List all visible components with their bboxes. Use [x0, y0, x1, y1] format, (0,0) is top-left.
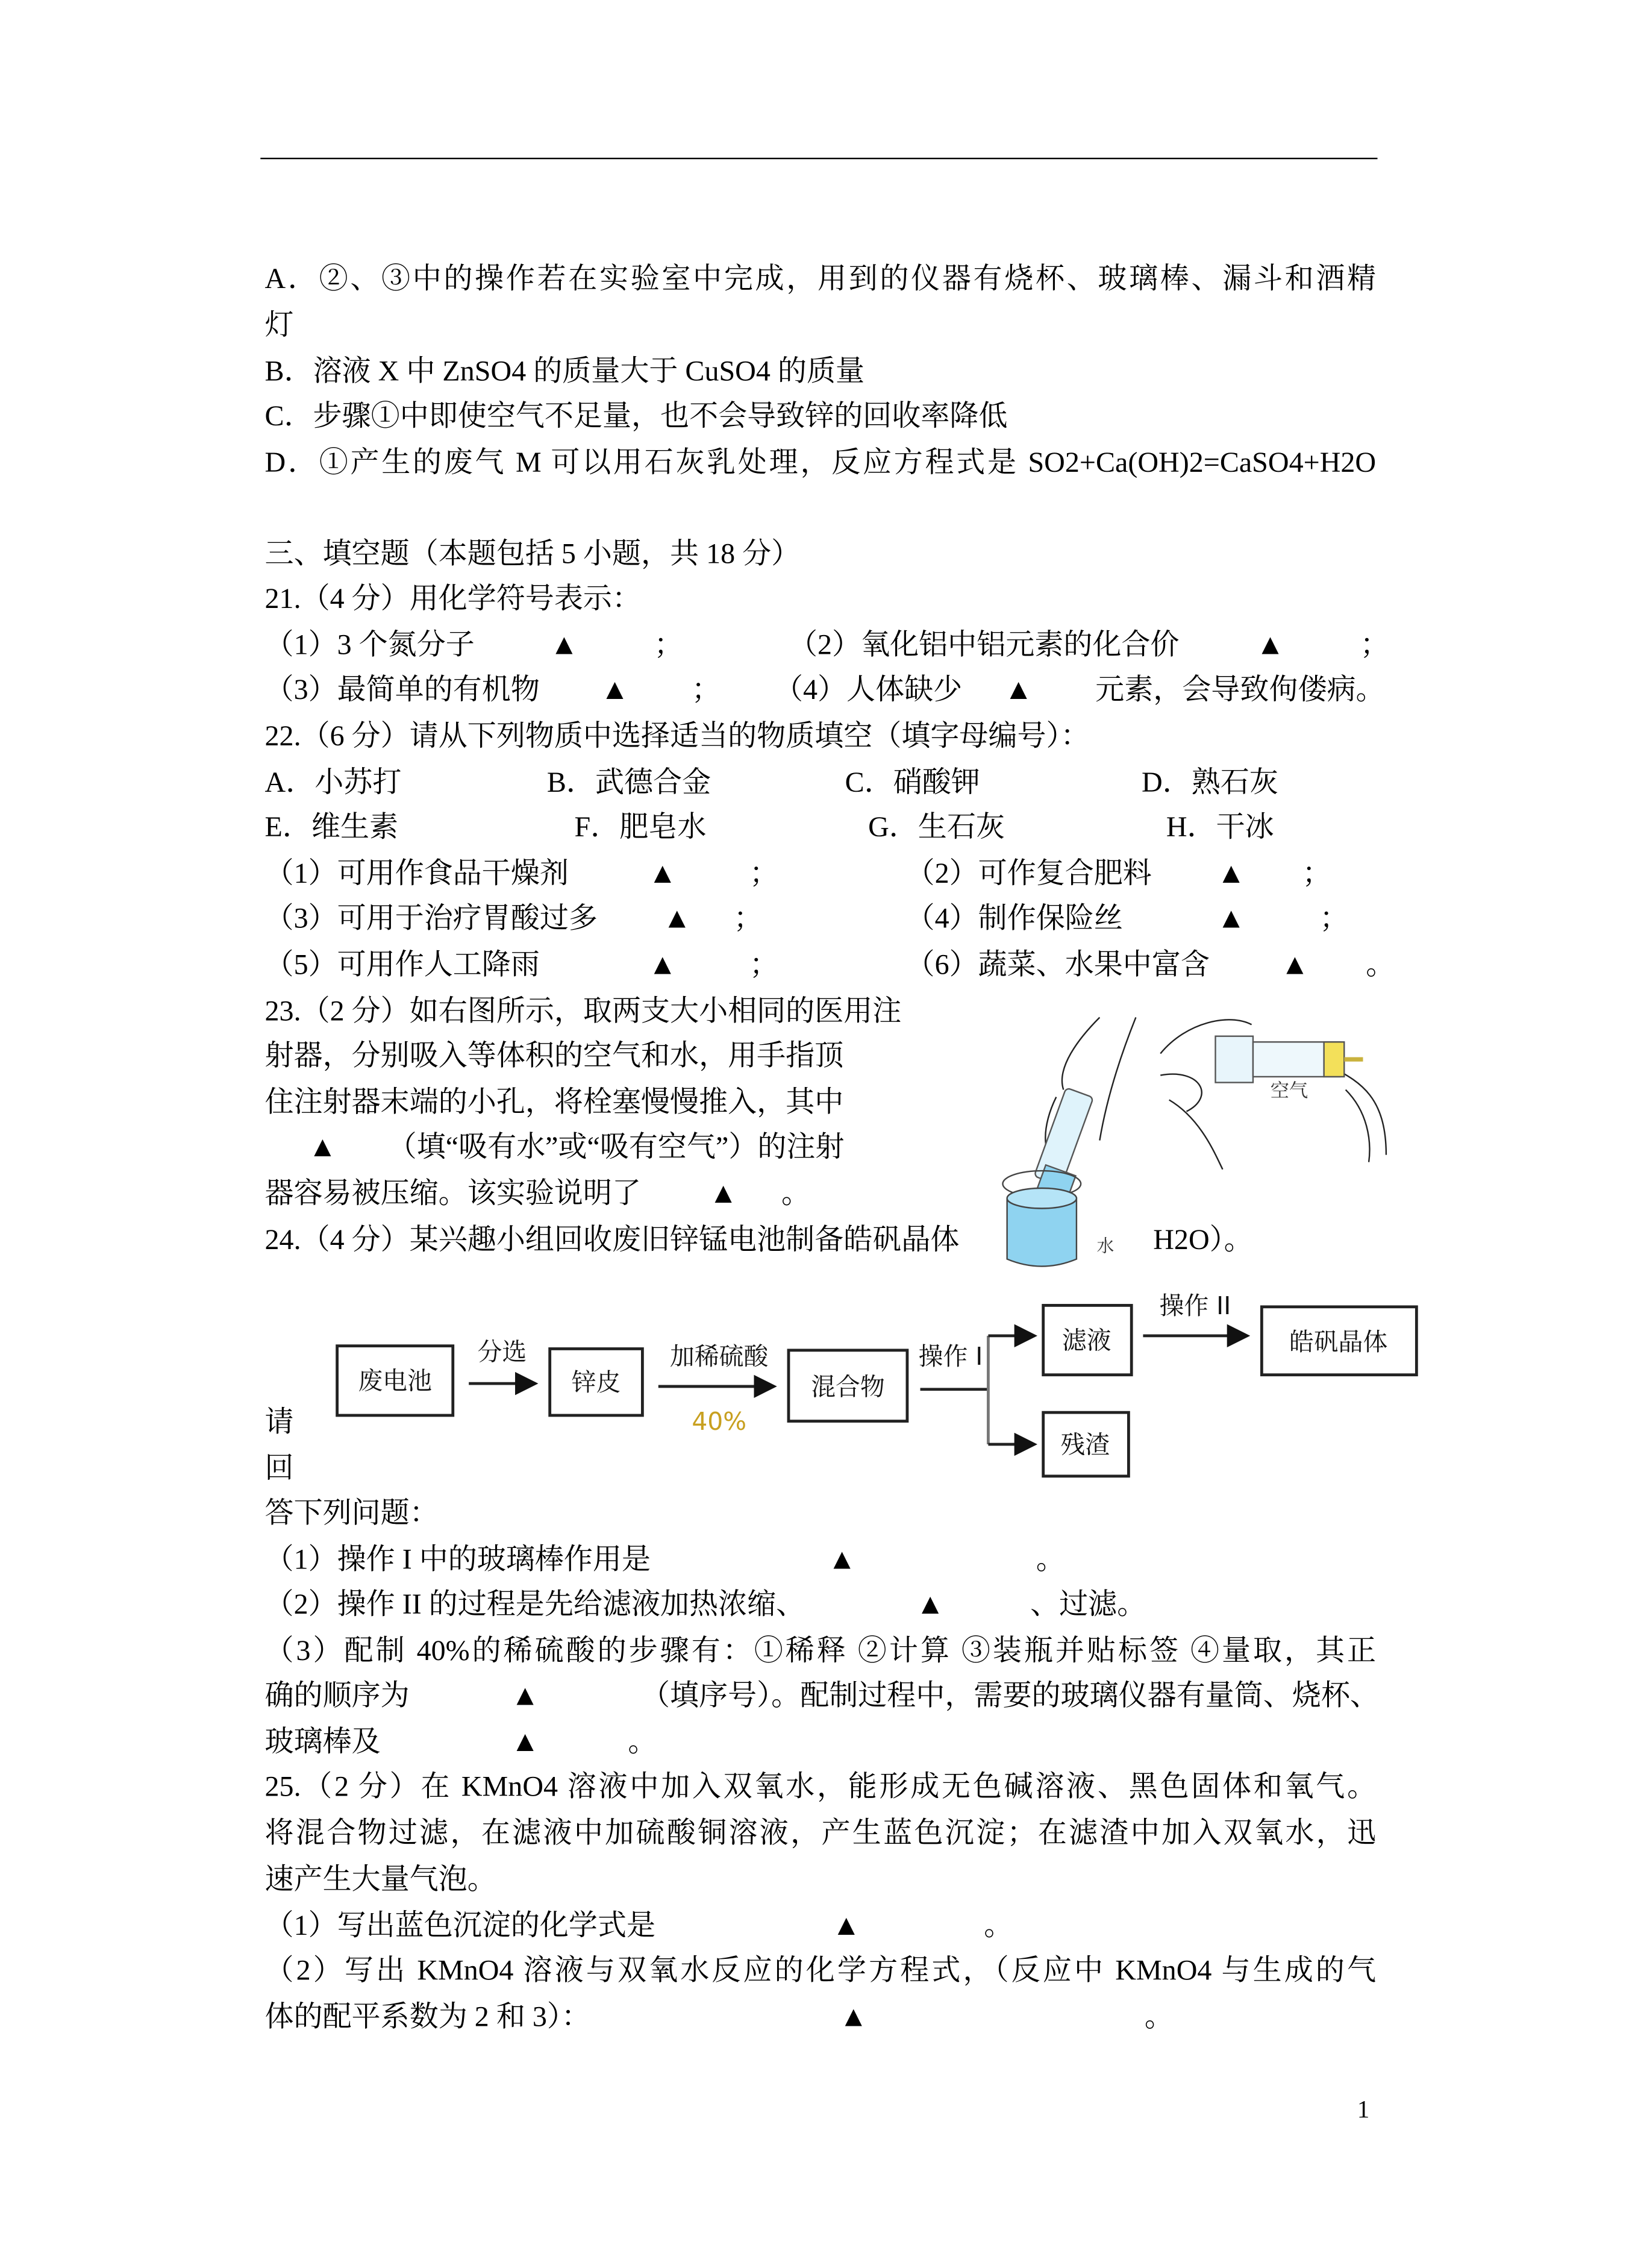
answer-blank[interactable]: ▲ — [648, 949, 677, 982]
q23-line2: 射器，分别吸入等体积的空气和水，用手指顶 — [264, 1040, 844, 1073]
q22-option: H．干冰 — [1166, 812, 1274, 844]
q21-part1: （1）3 个氮分子 — [264, 629, 475, 662]
answer-blank[interactable]: ▲ — [510, 1680, 540, 1712]
answer-blank[interactable]: ▲ — [549, 629, 579, 662]
answer-blank[interactable]: ▲ — [648, 858, 677, 891]
page-number: 1 — [1357, 2095, 1370, 2123]
q22-option: A．小苏打 — [264, 766, 402, 799]
label-mixture: 混合物 — [811, 1372, 885, 1402]
label-filtrate: 滤液 — [1061, 1326, 1111, 1355]
q24-part2: （2）操作 II 的过程是先给滤液加热浓缩、 — [264, 1589, 805, 1621]
label-zinc-skin: 锌皮 — [571, 1368, 621, 1397]
punct: 。 — [781, 1178, 811, 1210]
q22-option: G．生石灰 — [868, 812, 1005, 844]
q24-part3-line2-tail: （填序号）。配制过程中，需要的玻璃仪器有量筒、烧杯、 — [640, 1680, 1379, 1712]
answer-blank[interactable]: ▲ — [1280, 949, 1310, 982]
q23-line3: 住注射器末端的小孔，将栓塞慢慢推入，其中 — [264, 1086, 844, 1119]
q21-part4: （4）人体缺少 — [774, 674, 963, 707]
q24-part3-line3: 玻璃棒及 — [264, 1726, 381, 1759]
answer-blank[interactable]: ▲ — [827, 1544, 857, 1576]
q25-line1: 25.（2 分）在 KMnO4 溶液中加入双氧水，能形成无色碱溶液、黑色固体和氧气。 — [264, 1771, 1377, 1803]
q22-part2: （2）可作复合肥料 — [905, 858, 1152, 891]
q24-stem: 24.（4 分）某兴趣小组回收废旧锌锰电池制备皓矾晶体 — [264, 1224, 960, 1256]
q20-option-a-cont: 灯 — [264, 309, 294, 342]
q22-part5: （5）可用作人工降雨 — [264, 949, 540, 982]
q22-option: B．武德合金 — [546, 766, 711, 799]
q24-part3-line1: （3）配制 40%的稀硫酸的步骤有：①稀释 ②计算 ③装瓶并贴标签 ④量取，其正 — [264, 1635, 1377, 1667]
label-waste-battery: 废电池 — [358, 1366, 432, 1396]
q23-line1: 23.（2 分）如右图所示，取两支大小相同的医用注 — [264, 995, 902, 1028]
punct: ； — [692, 674, 721, 707]
q22-stem: 22.（6 分）请从下列物质中选择适当的物质填空（填字母编号）： — [264, 721, 1090, 753]
label-sort: 分选 — [477, 1337, 527, 1367]
answer-blank[interactable]: ▲ — [1216, 903, 1246, 935]
answer-blank[interactable]: ▲ — [663, 903, 692, 935]
q20-option-c: C．步骤①中即使空气不足量，也不会导致锌的回收率降低 — [264, 401, 1008, 433]
punct: 。 — [984, 1910, 1013, 1943]
label-op1: 操作 I — [918, 1341, 983, 1371]
punct: ； — [733, 903, 763, 935]
q24-ask: 回 — [264, 1453, 294, 1485]
q24-ask: 答下列问题： — [264, 1497, 439, 1530]
q22-option: F．肥皂水 — [574, 812, 707, 844]
q22-option: C．硝酸钾 — [845, 766, 980, 799]
q22-part6: （6）蔬菜、水果中富含 — [905, 949, 1210, 982]
q21-part3: （3）最简单的有机物 — [264, 674, 540, 707]
punct: 。 — [1144, 2001, 1174, 2034]
answer-blank[interactable]: ▲ — [1004, 674, 1033, 707]
punct: ； — [654, 629, 683, 662]
q22-part1: （1）可用作食品干燥剂 — [264, 858, 569, 891]
label-product: 皓矾晶体 — [1289, 1327, 1388, 1356]
punct: ； — [1360, 629, 1389, 662]
answer-blank[interactable]: ▲ — [839, 2001, 868, 2034]
q25-line2: 将混合物过滤，在滤液中加硫酸铜溶液，产生蓝色沉淀；在滤渣中加入双氧水，迅 — [264, 1817, 1377, 1850]
q23-line5: 器容易被压缩。该实验说明了 — [264, 1178, 641, 1210]
q25-part2-line2: 体的配平系数为 2 和 3）： — [264, 2001, 590, 2034]
q22-option: D．熟石灰 — [1142, 766, 1278, 799]
punct: ； — [749, 858, 779, 891]
punct: ； — [749, 949, 779, 982]
label-acid-percent: 40% — [692, 1406, 747, 1436]
q24-part3-line2: 确的顺序为 — [264, 1680, 410, 1712]
q22-option: E．维生素 — [264, 812, 399, 844]
q25-part2-line1: （2）写出 KMnO4 溶液与双氧水反应的化学方程式，（反应中 KMnO4 与生成的气 — [264, 1955, 1377, 1987]
q20-option-d: D．①产生的废气 M 可以用石灰乳处理，反应方程式是 SO2+Ca(OH)2=CaSO4+H2O — [264, 447, 1377, 479]
section-title: 三、填空题（本题包括 5 小题，共 18 分） — [264, 538, 801, 571]
q21-part2: （2）氧化铝中铝元素的化合价 — [788, 629, 1180, 662]
punct: 。 — [628, 1726, 657, 1759]
answer-blank[interactable]: ▲ — [832, 1910, 861, 1943]
q24-stem-tail: H2O）。 — [1153, 1224, 1253, 1256]
punct: ； — [1302, 858, 1331, 891]
q24-part2-tail: 、过滤。 — [1030, 1589, 1146, 1621]
label-residue: 残渣 — [1060, 1430, 1110, 1459]
q25-line3: 速产生大量气泡。 — [264, 1864, 496, 1896]
punct: 。 — [1366, 949, 1395, 982]
air-label: 空气 — [1270, 1080, 1308, 1102]
q22-part4: （4）制作保险丝 — [905, 903, 1123, 935]
q20-option-a: A．②、③中的操作若在实验室中完成，用到的仪器有烧杯、玻璃棒、漏斗和酒精 — [264, 263, 1377, 295]
answer-blank[interactable]: ▲ — [308, 1132, 337, 1164]
label-add-acid: 加稀硫酸 — [670, 1341, 769, 1371]
answer-blank[interactable]: ▲ — [708, 1178, 738, 1210]
label-op2: 操作 II — [1159, 1291, 1231, 1320]
answer-blank[interactable]: ▲ — [600, 674, 630, 707]
q22-part3: （3）可用于治疗胃酸过多 — [264, 903, 598, 935]
q23-line4: （填“吸有水”或“吸有空气”）的注射 — [387, 1132, 845, 1164]
q21-part4-tail: 元素，会导致佝偻病。 — [1095, 674, 1385, 707]
answer-blank[interactable]: ▲ — [1255, 629, 1285, 662]
q25-part1: （1）写出蓝色沉淀的化学式是 — [264, 1910, 656, 1943]
q21-stem: 21.（4 分）用化学符号表示： — [264, 583, 641, 615]
punct: ； — [1319, 903, 1349, 935]
punct: 。 — [1036, 1544, 1065, 1576]
q24-part1: （1）操作 I 中的玻璃棒作用是 — [264, 1544, 651, 1576]
answer-blank[interactable]: ▲ — [1216, 858, 1246, 891]
q20-option-b: B．溶液 X 中 ZnSO4 的质量大于 CuSO4 的质量 — [264, 356, 865, 388]
answer-blank[interactable]: ▲ — [510, 1726, 540, 1759]
q24-ask: 请 — [264, 1406, 294, 1439]
water-label: 水 — [1096, 1235, 1114, 1256]
answer-blank[interactable]: ▲ — [916, 1589, 945, 1621]
